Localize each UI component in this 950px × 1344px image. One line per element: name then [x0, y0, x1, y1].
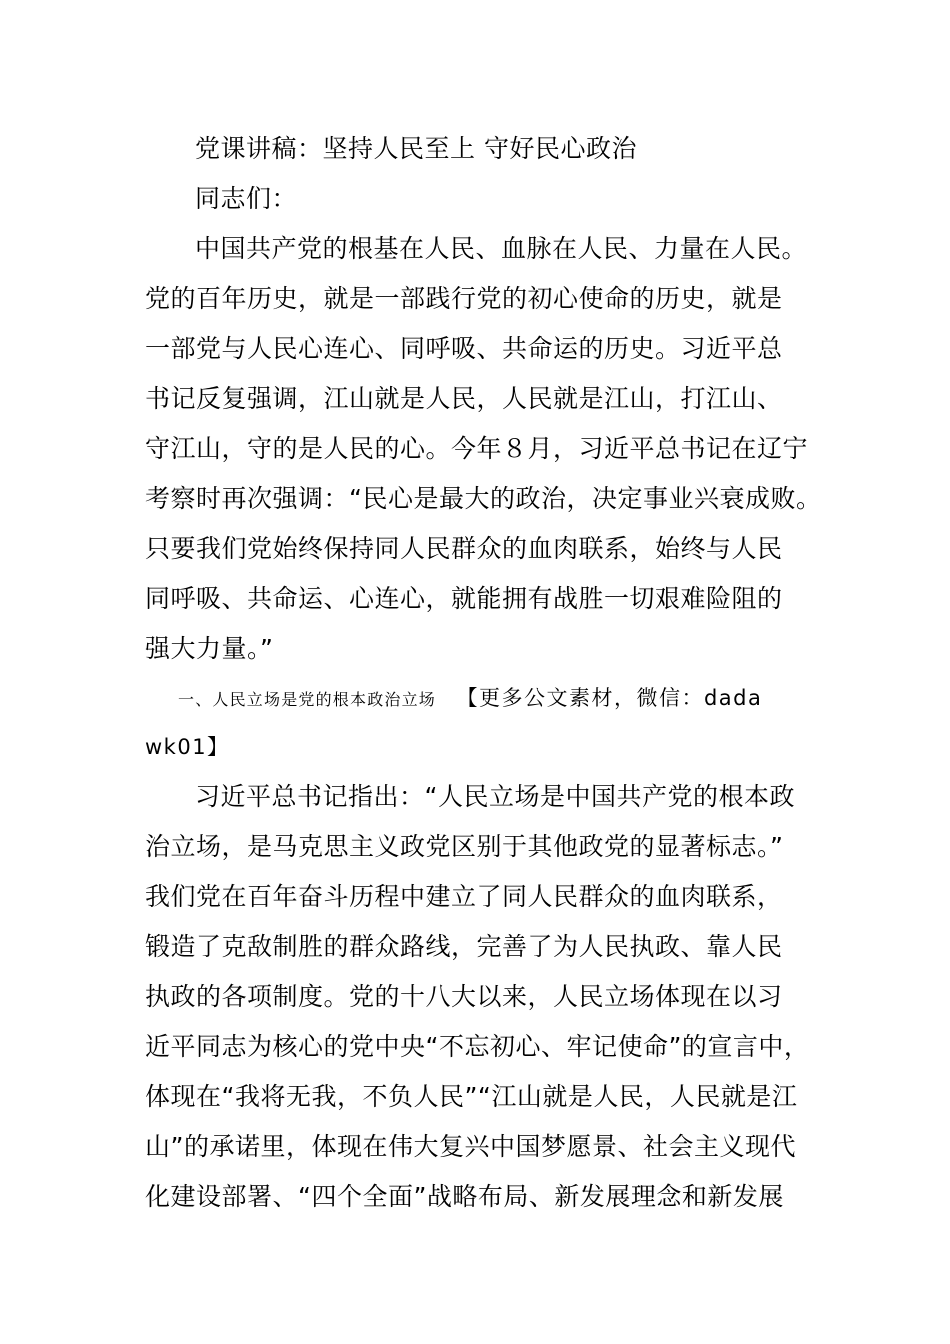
section-heading-row	[178, 680, 762, 717]
paragraph-line: 近平同志为核心的党中央“不忘初心、牢记使命”的宣言中，	[145, 1032, 810, 1061]
paragraph-line: 我们党在百年奋斗历程中建立了同人民群众的血肉联系，	[145, 882, 783, 911]
paragraph-line: 书记反复强调，江山就是人民，人民就是江山，打江山、	[145, 384, 783, 413]
document-title: 党课讲稿：坚持人民至上 守好民心政治	[195, 134, 637, 163]
paragraph-line: 考察时再次强调：“民心是最大的政治，决定事业兴衰成败。	[145, 484, 822, 513]
section-heading: 一、人民立场是党的根本政治立场	[178, 690, 437, 709]
paragraph-line: 体现在“我将无我，不负人民”“江山就是人民，人民就是江	[145, 1082, 798, 1111]
paragraph-line: 习近平总书记指出：“人民立场是中国共产党的根本政	[195, 782, 795, 811]
paragraph-line: 同呼吸、共命运、心连心，就能拥有战胜一切艰难险阻的	[145, 584, 783, 613]
paragraph-line: 中国共产党的根基在人民、血脉在人民、力量在人民。	[195, 234, 808, 263]
paragraph-line: 一部党与人民心连心、同呼吸、共命运的历史。习近平总	[145, 334, 783, 363]
promo-text: 【更多公文素材，微信：dada	[456, 686, 763, 710]
salutation: 同志们：	[195, 184, 298, 213]
paragraph-line: 守江山，守的是人民的心。今年８月，习近平总书记在辽宁	[145, 434, 809, 463]
paragraph-line: 锻造了克敌制胜的群众路线，完善了为人民执政、靠人民	[145, 932, 783, 961]
paragraph-line: 化建设部署、“四个全面”战略布局、新发展理念和新发展	[145, 1182, 784, 1211]
paragraph-line: 执政的各项制度。党的十八大以来，人民立场体现在以习	[145, 982, 783, 1011]
paragraph-line: 治立场，是马克思主义政党区别于其他政党的显著标志。”	[145, 832, 784, 861]
paragraph-line: 强大力量。”	[145, 634, 274, 663]
paragraph-line: 山”的承诺里，体现在伟大复兴中国梦愿景、社会主义现代	[145, 1132, 796, 1161]
promo-text-continued: wk01】	[145, 735, 230, 759]
paragraph-line: 只要我们党始终保持同人民群众的血肉联系，始终与人民	[145, 534, 783, 563]
paragraph-line: 党的百年历史，就是一部践行党的初心使命的历史，就是	[145, 284, 783, 313]
